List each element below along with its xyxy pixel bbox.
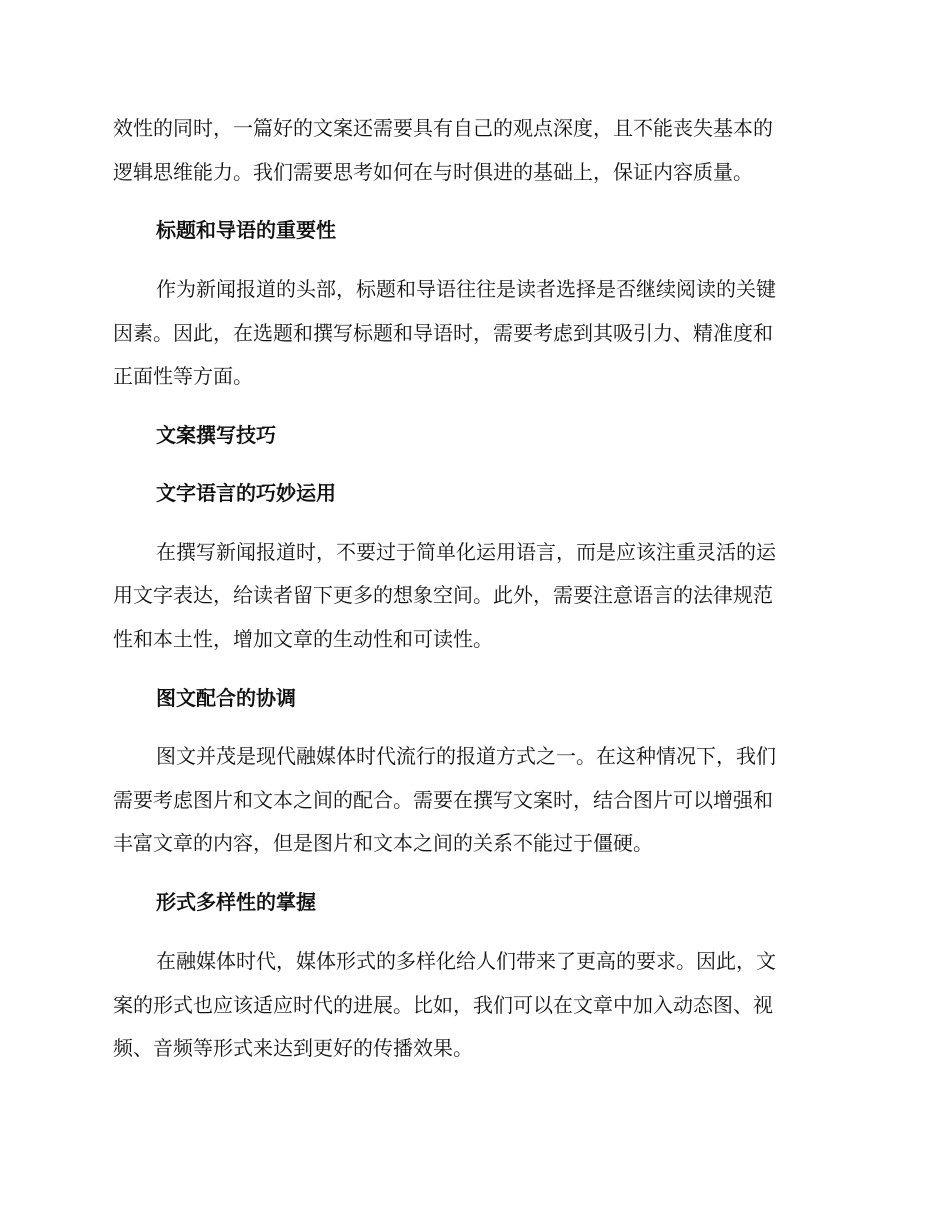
section-heading-copywriting: 文案撰写技巧 — [156, 423, 276, 447]
section-heading-forms: 形式多样性的掌握 — [156, 890, 316, 914]
title-lead-line-3: 正面性等方面。 — [113, 364, 253, 388]
forms-line-3: 频、音频等形式来达到更好的传播效果。 — [113, 1036, 473, 1060]
image-text-line-2: 需要考虑图片和文本之间的配合。需要在撰写文案时，结合图片可以增强和 — [113, 788, 773, 812]
intro-line-2: 逻辑思维能力。我们需要思考如何在与时俱进的基础上，保证内容质量。 — [113, 160, 753, 184]
section-heading-language: 文字语言的巧妙运用 — [156, 481, 336, 505]
intro-line-1: 效性的同时，一篇好的文案还需要具有自己的观点深度，且不能丧失基本的 — [113, 116, 773, 140]
section-heading-title-and-lead: 标题和导语的重要性 — [156, 218, 336, 242]
image-text-line-1: 图文并茂是现代融媒体时代流行的报道方式之一。在这种情况下，我们 — [156, 744, 776, 768]
language-line-1: 在撰写新闻报道时，不要过于简单化运用语言，而是应该注重灵活的运 — [156, 540, 776, 564]
title-lead-line-1: 作为新闻报道的头部，标题和导语往往是读者选择是否继续阅读的关键 — [156, 277, 776, 301]
forms-line-1: 在融媒体时代，媒体形式的多样化给人们带来了更高的要求。因此，文 — [156, 949, 776, 973]
forms-line-2: 案的形式也应该适应时代的进展。比如，我们可以在文章中加入动态图、视 — [113, 993, 773, 1017]
image-text-line-3: 丰富文章的内容，但是图片和文本之间的关系不能过于僵硬。 — [113, 831, 653, 855]
title-lead-line-2: 因素。因此，在选题和撰写标题和导语时，需要考虑到其吸引力、精准度和 — [113, 321, 773, 345]
section-heading-image-text: 图文配合的协调 — [156, 686, 296, 710]
language-line-2: 用文字表达，给读者留下更多的想象空间。此外，需要注意语言的法律规范 — [113, 583, 773, 607]
language-line-3: 性和本土性，增加文章的生动性和可读性。 — [113, 627, 493, 651]
